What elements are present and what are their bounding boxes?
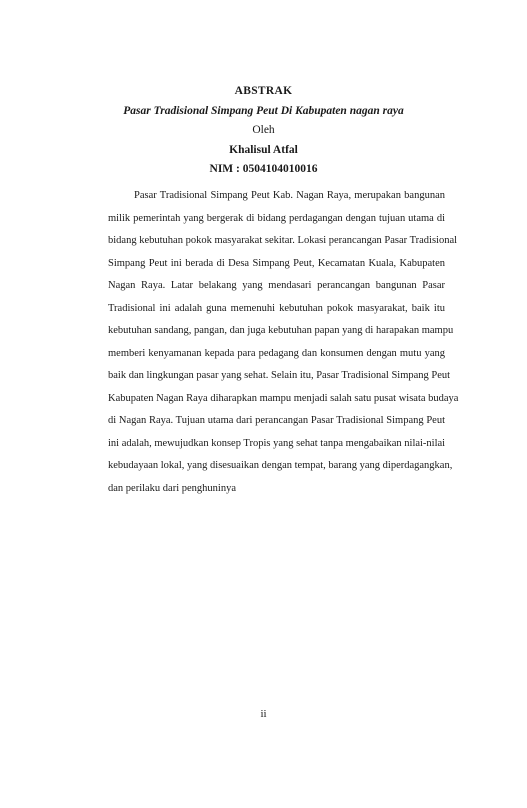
page-number: ii bbox=[260, 708, 267, 720]
paragraph-line: kebudayaan lokal, yang disesuaikan dengan tempat, barang yang diperdagangkan, bbox=[108, 460, 453, 471]
by-label: Oleh bbox=[252, 124, 275, 136]
paragraph-line: ini adalah, mewujudkan konsep Tropis yang sehat tanpa mengabaikan nilai-nilai bbox=[108, 437, 446, 449]
paragraph-line: Nagan Raya. Latar belakang yang mendasari perancangan bangunan Pasar bbox=[108, 280, 445, 291]
paragraph-line: memberi kenyamanan kepada para pedagang dan konsumen dengan mutu yang bbox=[108, 347, 445, 359]
author-name: Khalisul Atfal bbox=[229, 144, 298, 156]
paragraph-line: Tradisional ini adalah guna memenuhi kebutuhan pokok masyarakat, baik itu bbox=[108, 302, 445, 314]
document-title: Pasar Tradisional Simpang Peut Di Kabupaten nagan raya bbox=[123, 105, 404, 117]
paragraph-line: kebutuhan sandang, pangan, dan juga kebutuhan papan yang di harapakan mampu bbox=[108, 325, 454, 336]
paragraph-line: dan perilaku dari penghuninya bbox=[108, 482, 236, 494]
paragraph-line: baik dan lingkungan pasar yang sehat. Selain itu, Pasar Tradisional Simpang Peut bbox=[108, 370, 451, 381]
paragraph-line: Pasar Tradisional Simpang Peut Kab. Nagan Raya, merupakan bangunan bbox=[134, 190, 445, 201]
paragraph-line: bidang kebutuhan pokok masyarakat sekitar. Lokasi perancangan Pasar Tradisional bbox=[108, 235, 458, 246]
paragraph-line: milik pemerintah yang bergerak di bidang perdagangan dengan tujuan utama di bbox=[108, 212, 445, 224]
paragraph-line: Simpang Peut ini berada di Desa Simpang Peut, Kecamatan Kuala, Kabupaten bbox=[108, 257, 445, 269]
paragraph-line: di Nagan Raya. Tujuan utama dari perancangan Pasar Tradisional Simpang Peut bbox=[108, 415, 445, 426]
paragraph-line: Kabupaten Nagan Raya diharapkan mampu menjadi salah satu pusat wisata budaya bbox=[108, 392, 459, 404]
abstract-paragraph bbox=[108, 185, 459, 500]
student-id: NIM : 0504104010016 bbox=[209, 163, 318, 175]
abstract-heading: ABSTRAK bbox=[234, 85, 293, 97]
